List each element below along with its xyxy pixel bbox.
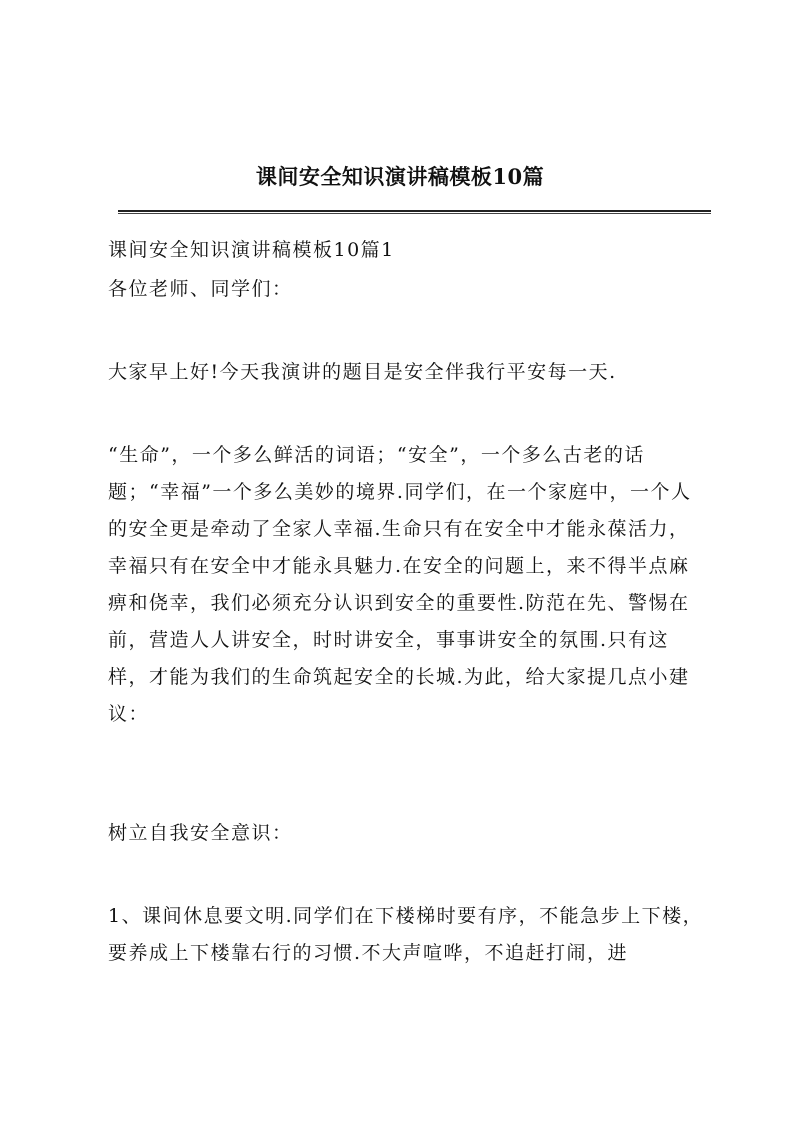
title-divider (118, 210, 711, 214)
main-paragraph: “生命”，一个多么鲜活的词语；“安全”，一个多么古老的话题；“幸福”一个多么美妙的境界.同学们，在一个家庭中，一个人的安全更是牵动了全家人幸福.生命只有在安全中才能永葆活力，幸福只有在安全中才能永具魅力.在安全的问题上，来不得半点麻痹和侥幸，我们必须充分认识到安全的重要性.防范在先、警惕在前，营造人人讲安全，时时讲安全，事事讲安全的氛围.只有这样，才能为我们的生命筑起安全的长城.为此，给大家提几点小建议： (108, 444, 692, 725)
section-subtitle: 课间安全知识演讲稿模板10篇1 (108, 239, 395, 261)
document-title: 课间安全知识演讲稿模板10篇 (255, 164, 545, 189)
opening-paragraph: 大家早上好!今天我演讲的题目是安全伴我行平安每一天. (108, 361, 617, 383)
list-item-1: 1、课间休息要文明.同学们在下楼梯时要有序，不能急步上下楼，要养成上下楼靠右行的习惯.不大声喧哗，不追赶打闹，进 (108, 905, 704, 964)
section-heading: 树立自我安全意识： (108, 822, 293, 844)
greeting-paragraph: 各位老师、同学们： (108, 278, 293, 300)
